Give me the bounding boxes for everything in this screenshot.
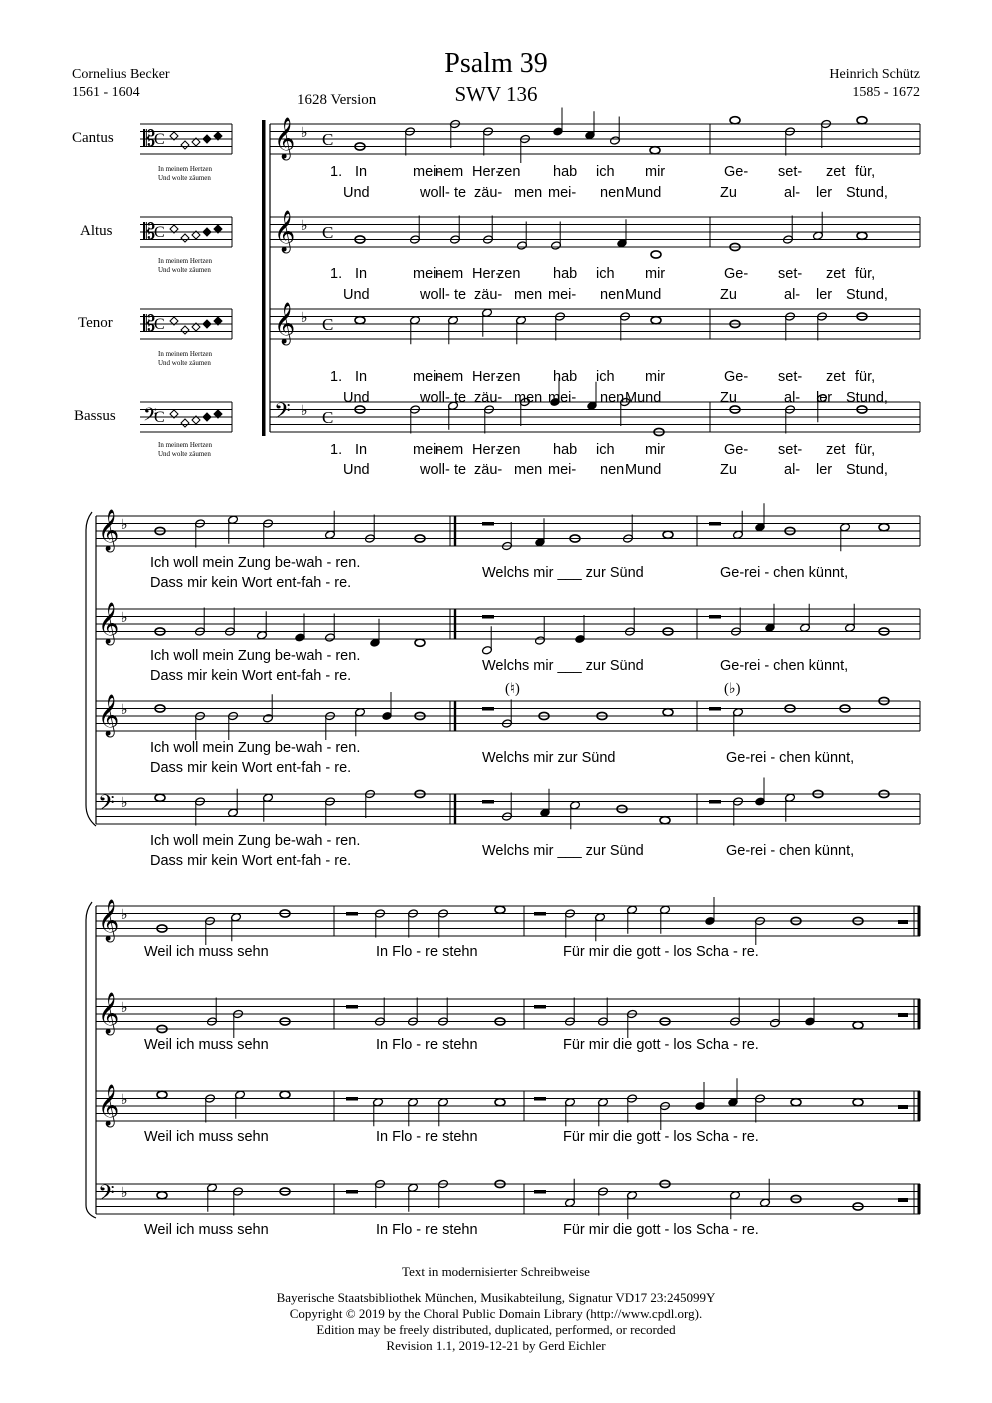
treble-clef: 𝄞 — [274, 211, 296, 251]
s1-tenor-verse1-syllable: zen — [497, 369, 521, 385]
key-signature-flat: ♭ — [121, 611, 128, 626]
key-signature-flat: ♭ — [301, 126, 308, 141]
key-signature-flat: ♭ — [121, 518, 128, 533]
s1-cantus-verse2-syllable: ler — [816, 185, 833, 201]
whole-note — [355, 317, 365, 324]
s1-altus-verse2-syllable: woll- — [420, 287, 450, 303]
s3-bassus-lyric-3: Für mir die gott - los Scha - re. — [563, 1222, 759, 1238]
s1-altus-verse1-syllable: ich — [596, 266, 615, 282]
editorial-flat: (♭) — [724, 681, 741, 697]
s1-tenor-verse2-syllable: Und — [343, 390, 370, 406]
incipit-text-altus: In meinem Hertzen Und wolte zäumen — [158, 257, 213, 274]
s1-altus-verse2-syllable: Mund — [625, 287, 662, 303]
s2-altus-lyric-4: Ge-rei - chen künnt, — [720, 658, 849, 674]
s2-tenor-lyric-3: Welchs mir zur Sünd — [482, 750, 616, 766]
s1-tenor-verse1-syllable: nem — [435, 369, 464, 385]
composer-name: Heinrich Schütz — [829, 67, 920, 82]
s2-altus-lyric-1: Ich woll mein Zung be-wah - ren. — [150, 648, 361, 664]
s1-bassus-verse1-syllable: mir — [645, 442, 666, 458]
s1-altus-verse2-syllable: mei- — [548, 287, 577, 303]
s2-bassus-lyric-2: Dass mir kein Wort ent-fah - re. — [150, 853, 352, 869]
whole-note — [651, 251, 661, 258]
treble-clef: 𝄞 — [274, 118, 296, 158]
incipit-clef: 𝄡 — [143, 311, 156, 336]
s1-altus-verse2-syllable: te — [454, 287, 467, 303]
s1-cantus-verse1-syllable: Her- — [472, 164, 501, 180]
footer-copyright: Copyright © 2019 by the Choral Public Domain Library (http://www.cpdl.org). — [289, 1306, 703, 1321]
s1-bassus-verse1-syllable: set- — [778, 442, 803, 458]
mensuration-sign: C — [154, 131, 165, 148]
s1-altus-verse1-syllable: In — [355, 266, 368, 282]
s1-altus-verse2-syllable: Zu — [720, 287, 737, 303]
voice-label-altus: Altus — [80, 223, 113, 239]
s1-altus-verse2-syllable: Und — [343, 287, 370, 303]
whole-note — [651, 317, 661, 324]
s1-bassus-verse2-syllable: te — [454, 462, 467, 478]
s1-cantus-verse1-syllable: 1. — [330, 164, 343, 180]
incipit-text-cantus: In meinem Hertzen Und wolte zäumen — [158, 165, 213, 182]
system-bracket — [262, 120, 266, 436]
s1-bassus-verse1-syllable: In — [355, 442, 368, 458]
s1-altus-verse1-syllable: mir — [645, 266, 666, 282]
s1-bassus-verse2-syllable: al- — [784, 462, 801, 478]
treble-clef: 𝄞 — [98, 603, 120, 643]
whole-note — [660, 817, 670, 824]
s1-cantus-verse2-syllable: men — [514, 185, 543, 201]
s1-tenor-verse2-syllable: nen — [600, 390, 625, 406]
s1-bassus-verse2-syllable: zäu- — [474, 462, 503, 478]
whole-note — [857, 232, 867, 239]
poet-dates: 1561 - 1604 — [72, 85, 140, 100]
half-rest — [346, 912, 358, 916]
key-signature-flat: ♭ — [121, 703, 128, 718]
s3-tenor-lyric-2: In Flo - re stehn — [376, 1129, 478, 1145]
s1-bassus-verse2-syllable: Mund — [625, 462, 662, 478]
s1-tenor-verse1-syllable: mir — [645, 369, 666, 385]
time-signature: C — [322, 315, 334, 334]
s1-tenor-verse1-syllable: Her- — [472, 369, 501, 385]
s1-altus-verse2-syllable: zäu- — [474, 287, 503, 303]
s1-bassus-verse1-syllable: hab — [553, 442, 578, 458]
s1-bassus-verse2-syllable: men — [514, 462, 543, 478]
s1-cantus-verse2-syllable: mei- — [548, 185, 577, 201]
s3-tenor-lyric-3: Für mir die gott - los Scha - re. — [563, 1129, 759, 1145]
s1-bassus-verse1-syllable: für, — [855, 442, 876, 458]
s1-altus-verse2-syllable: men — [514, 287, 543, 303]
s3-altus-lyric-2: In Flo - re stehn — [376, 1037, 478, 1053]
s1-bassus-verse1-syllable: zet — [826, 442, 846, 458]
key-signature-flat: ♭ — [301, 219, 308, 234]
key-signature-flat: ♭ — [121, 1093, 128, 1108]
s1-altus-verse1-syllable: nem — [435, 266, 464, 282]
footer-source: Bayerische Staatsbibliothek München, Musikabteilung, Signatur VD17 23:245099Y — [276, 1290, 716, 1305]
s1-cantus-verse1-syllable: hab — [553, 164, 578, 180]
s1-tenor-verse1-syllable: 1. — [330, 369, 343, 385]
s1-altus-verse2-syllable: Stund, — [846, 287, 888, 303]
whole-note — [730, 117, 740, 124]
half-rest — [534, 1190, 546, 1194]
half-rest — [709, 615, 721, 619]
s1-altus-verse2-syllable: nen — [600, 287, 625, 303]
whole-note — [853, 1099, 863, 1106]
s1-bassus-verse2-syllable: woll- — [420, 462, 450, 478]
s1-cantus-verse1-syllable: ich — [596, 164, 615, 180]
whole-note — [495, 906, 505, 913]
s3-cantus-lyric-1: Weil ich muss sehn — [144, 944, 269, 960]
incipit-text-tenor: In meinem Hertzen Und wolte zäumen — [158, 350, 213, 367]
s1-cantus-verse1-syllable: nem — [435, 164, 464, 180]
s1-altus-verse1-syllable: set- — [778, 266, 803, 282]
half-rest — [482, 707, 494, 711]
s1-tenor-verse1-syllable: für, — [855, 369, 876, 385]
key-signature-flat: ♭ — [121, 908, 128, 923]
whole-note — [663, 709, 673, 716]
voice-label-cantus: Cantus — [72, 130, 114, 146]
s2-cantus-lyric-2: Dass mir kein Wort ent-fah - re. — [150, 575, 352, 591]
s1-cantus-verse2-syllable: al- — [784, 185, 801, 201]
s1-bassus-verse2-syllable: ler — [816, 462, 833, 478]
voice-label-tenor: Tenor — [78, 315, 113, 331]
incipit-note — [181, 234, 189, 242]
final-note — [898, 1105, 908, 1109]
s1-altus-verse1-syllable: hab — [553, 266, 578, 282]
s2-cantus-lyric-4: Ge-rei - chen künnt, — [720, 565, 849, 581]
s1-cantus-verse2-syllable: nen — [600, 185, 625, 201]
s2-tenor-lyric-1: Ich woll mein Zung be-wah - ren. — [150, 740, 361, 756]
s1-bassus-verse1-syllable: nem — [435, 442, 464, 458]
s1-bassus-verse2-syllable: nen — [600, 462, 625, 478]
incipit-note — [203, 135, 211, 143]
whole-note — [415, 639, 425, 646]
s3-bassus-lyric-1: Weil ich muss sehn — [144, 1222, 269, 1238]
s3-cantus-lyric-3: Für mir die gott - los Scha - re. — [563, 944, 759, 960]
s2-cantus-lyric-3: Welchs mir ___ zur Sünd — [482, 565, 644, 581]
half-rest — [346, 1190, 358, 1194]
s1-altus-verse1-syllable: Ge- — [724, 266, 749, 282]
piece-title: Psalm 39 — [444, 48, 548, 79]
s1-cantus-verse2-syllable: Mund — [625, 185, 662, 201]
s2-cantus-lyric-1: Ich woll mein Zung be-wah - ren. — [150, 555, 361, 571]
s1-tenor-verse2-syllable: ler — [816, 390, 833, 406]
whole-note — [157, 1192, 167, 1199]
s2-tenor-lyric-2: Dass mir kein Wort ent-fah - re. — [150, 760, 352, 776]
whole-note — [157, 1091, 167, 1098]
bass-clef: 𝄢 — [98, 1181, 115, 1210]
s3-altus-lyric-1: Weil ich muss sehn — [144, 1037, 269, 1053]
s2-tenor-lyric-4: Ge-rei - chen künnt, — [726, 750, 855, 766]
s1-bassus-verse2-syllable: Zu — [720, 462, 737, 478]
treble-clef: 𝄞 — [98, 1085, 120, 1125]
s1-cantus-verse2-syllable: te — [454, 185, 467, 201]
incipit-note — [203, 413, 211, 421]
s1-bassus-verse2-syllable: Stund, — [846, 462, 888, 478]
incipit-clef: 𝄢 — [143, 404, 158, 429]
treble-clef: 𝄞 — [98, 900, 120, 940]
s1-bassus-verse1-syllable: Her- — [472, 442, 501, 458]
key-signature-flat: ♭ — [121, 1186, 128, 1201]
s1-altus-verse1-syllable: Her- — [472, 266, 501, 282]
s2-bassus-lyric-4: Ge-rei - chen künnt, — [726, 843, 855, 859]
s1-cantus-verse1-syllable: In — [355, 164, 368, 180]
s1-tenor-verse1-syllable: In — [355, 369, 368, 385]
s1-cantus-verse2-syllable: Und — [343, 185, 370, 201]
s1-tenor-verse1-syllable: hab — [553, 369, 578, 385]
incipit-note — [203, 320, 211, 328]
poet-name: Cornelius Becker — [72, 67, 170, 82]
s1-tenor-verse2-syllable: Zu — [720, 390, 737, 406]
s1-tenor-verse1-syllable: ich — [596, 369, 615, 385]
footer-license: Edition may be freely distributed, duplicated, performed, or recorded — [316, 1322, 676, 1337]
s1-altus-verse1-syllable: zet — [826, 266, 846, 282]
s3-tenor-lyric-1: Weil ich muss sehn — [144, 1129, 269, 1145]
whole-note — [791, 1099, 801, 1106]
voice-label-bassus: Bassus — [74, 408, 116, 424]
s2-bassus-lyric-1: Ich woll mein Zung be-wah - ren. — [150, 833, 361, 849]
final-note — [898, 1198, 908, 1202]
half-rest — [482, 800, 494, 804]
footer-note: Text in modernisierter Schreibweise — [402, 1264, 590, 1279]
key-signature-flat: ♭ — [301, 311, 308, 326]
whole-note — [650, 147, 660, 154]
s1-bassus-verse2-syllable: Und — [343, 462, 370, 478]
s1-tenor-verse2-syllable: woll- — [420, 390, 450, 406]
bass-clef: 𝄢 — [274, 399, 291, 428]
half-rest — [346, 1097, 358, 1101]
s1-tenor-verse2-syllable: men — [514, 390, 543, 406]
s1-cantus-verse1-syllable: zen — [497, 164, 521, 180]
s1-tenor-verse1-syllable: Ge- — [724, 369, 749, 385]
s1-tenor-verse2-syllable: mei- — [548, 390, 577, 406]
editorial-natural: (♮) — [505, 681, 520, 697]
key-signature-flat: ♭ — [301, 404, 308, 419]
s1-tenor-verse2-syllable: Mund — [625, 390, 662, 406]
s1-bassus-verse2-syllable: mei- — [548, 462, 577, 478]
system-brace — [86, 512, 96, 826]
bass-clef: 𝄢 — [98, 791, 115, 820]
s1-bassus-verse1-syllable: 1. — [330, 442, 343, 458]
catalogue-number: SWV 136 — [454, 82, 538, 106]
half-rest — [709, 707, 721, 711]
s1-altus-verse2-syllable: al- — [784, 287, 801, 303]
s1-cantus-verse2-syllable: Stund, — [846, 185, 888, 201]
s1-cantus-verse1-syllable: zet — [826, 164, 846, 180]
half-rest — [534, 1097, 546, 1101]
s2-bassus-lyric-3: Welchs mir ___ zur Sünd — [482, 843, 644, 859]
s1-altus-verse1-syllable: mei- — [413, 266, 442, 282]
final-note — [898, 1013, 908, 1017]
s1-cantus-verse1-syllable: set- — [778, 164, 803, 180]
s3-bassus-lyric-2: In Flo - re stehn — [376, 1222, 478, 1238]
final-note — [898, 920, 908, 924]
whole-note — [853, 1022, 863, 1029]
s1-cantus-verse1-syllable: mir — [645, 164, 666, 180]
s1-bassus-verse1-syllable: Ge- — [724, 442, 749, 458]
incipit-note — [203, 228, 211, 236]
time-signature: C — [322, 130, 334, 149]
mensuration-sign: C — [154, 409, 165, 426]
treble-clef: 𝄞 — [274, 303, 296, 343]
s1-cantus-verse2-syllable: Zu — [720, 185, 737, 201]
half-rest — [709, 522, 721, 526]
system-brace — [86, 902, 96, 1218]
treble-clef: 𝄞 — [98, 510, 120, 550]
half-rest — [709, 800, 721, 804]
s1-tenor-verse2-syllable: zäu- — [474, 390, 503, 406]
s1-cantus-verse2-syllable: zäu- — [474, 185, 503, 201]
s3-altus-lyric-3: Für mir die gott - los Scha - re. — [563, 1037, 759, 1053]
incipit-note — [181, 419, 189, 427]
composer-dates: 1585 - 1672 — [852, 85, 920, 100]
half-rest — [534, 1005, 546, 1009]
s1-altus-verse2-syllable: ler — [816, 287, 833, 303]
s1-cantus-verse1-syllable: mei- — [413, 164, 442, 180]
incipit-note — [181, 141, 189, 149]
whole-note — [879, 524, 889, 531]
mensuration-sign: C — [154, 316, 165, 333]
whole-note — [280, 1091, 290, 1098]
time-signature: C — [322, 408, 334, 427]
s2-altus-lyric-2: Dass mir kein Wort ent-fah - re. — [150, 668, 352, 684]
time-signature: C — [322, 223, 334, 242]
s1-altus-verse1-syllable: für, — [855, 266, 876, 282]
treble-clef: 𝄞 — [98, 695, 120, 735]
s3-cantus-lyric-2: In Flo - re stehn — [376, 944, 478, 960]
half-rest — [482, 615, 494, 619]
s1-tenor-verse1-syllable: set- — [778, 369, 803, 385]
treble-clef: 𝄞 — [98, 993, 120, 1033]
whole-note — [155, 794, 165, 801]
s1-tenor-verse2-syllable: te — [454, 390, 467, 406]
key-signature-flat: ♭ — [121, 796, 128, 811]
half-rest — [346, 1005, 358, 1009]
whole-note — [663, 531, 673, 538]
incipit-clef: 𝄡 — [143, 126, 156, 151]
incipit-note — [181, 326, 189, 334]
incipit-text-bassus: In meinem Hertzen Und wolte zäumen — [158, 441, 213, 458]
key-signature-flat: ♭ — [121, 1001, 128, 1016]
s1-tenor-verse1-syllable: zet — [826, 369, 846, 385]
s1-bassus-verse1-syllable: mei- — [413, 442, 442, 458]
s1-tenor-verse2-syllable: al- — [784, 390, 801, 406]
whole-note — [495, 1099, 505, 1106]
whole-note — [857, 117, 867, 124]
s1-cantus-verse2-syllable: woll- — [420, 185, 450, 201]
footer-revision: Revision 1.1, 2019-12-21 by Gerd Eichler — [386, 1338, 606, 1353]
s1-altus-verse1-syllable: zen — [497, 266, 521, 282]
incipit-clef: 𝄡 — [143, 219, 156, 244]
mensuration-sign: C — [154, 224, 165, 241]
s1-cantus-verse1-syllable: für, — [855, 164, 876, 180]
s1-cantus-verse1-syllable: Ge- — [724, 164, 749, 180]
s1-tenor-verse2-syllable: Stund, — [846, 390, 888, 406]
s1-altus-verse1-syllable: 1. — [330, 266, 343, 282]
half-rest — [482, 522, 494, 526]
half-rest — [534, 912, 546, 916]
s1-bassus-verse1-syllable: ich — [596, 442, 615, 458]
version-label: 1628 Version — [297, 92, 377, 108]
s1-bassus-verse1-syllable: zen — [497, 442, 521, 458]
s1-tenor-verse1-syllable: mei- — [413, 369, 442, 385]
s2-altus-lyric-3: Welchs mir ___ zur Sünd — [482, 658, 644, 674]
